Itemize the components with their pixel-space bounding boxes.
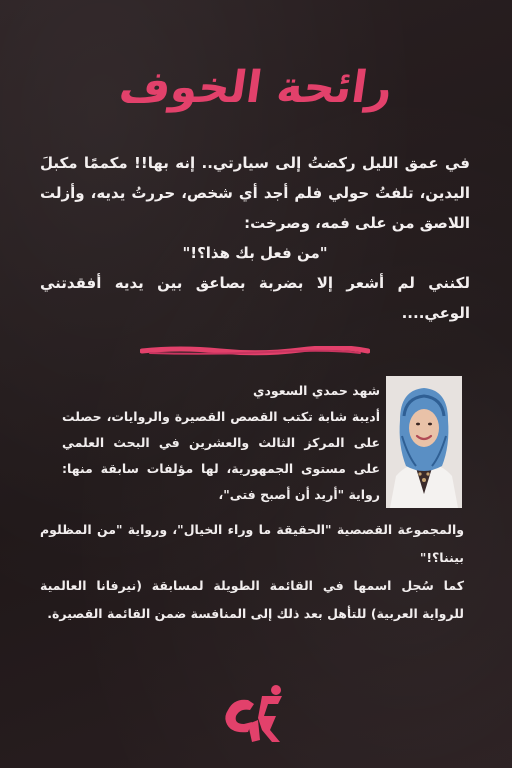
brush-divider <box>140 346 370 356</box>
book-title: رائحة الخوف <box>116 62 396 113</box>
publisher-logo <box>218 682 294 744</box>
excerpt-quote: "من فعل بك هذا؟!" <box>182 244 328 262</box>
author-works: والمجموعة القصصية "الحقيقة ما وراء الخيال"، ورواية "من المظلوم بيننا؟!" <box>40 522 464 565</box>
story-excerpt <box>40 148 470 328</box>
author-award: كما سُجل اسمها في القائمة الطويلة لمسابقة (نيرفانا العالمية للرواية العربية) للتأهل بعد ذلك إلى المنافسة ضمن القائمة القصيرة. <box>40 578 464 621</box>
author-photo <box>386 376 462 508</box>
author-bio-continued <box>40 516 464 628</box>
author-portrait-icon <box>386 376 462 508</box>
author-bio <box>62 378 380 508</box>
author-name: شهد حمدي السعودي <box>253 383 380 398</box>
excerpt-ending: لكنني لم أشعر إلا بضربة بصاعق بين يديه أفقدتني الوعي.... <box>40 274 470 322</box>
author-bio-text: أديبة شابة تكتب القصص القصيرة والروايات، حصلت على المركز الثالث والعشرين في البحث العلمي على مستوى الجمهورية، لها مؤلفات سابقة منها: رواية "أريد أن أصبح فتى"، <box>62 409 380 502</box>
excerpt-paragraph: في عمق الليل ركضتُ إلى سيارتي.. إنه بها!! مكممًا مكبلَ اليدين، تلفتُ حولي فلم أجد أي شخص، حررتُ يديه، وأزلت اللاصق من على فمه، وصرخت: <box>40 154 470 232</box>
